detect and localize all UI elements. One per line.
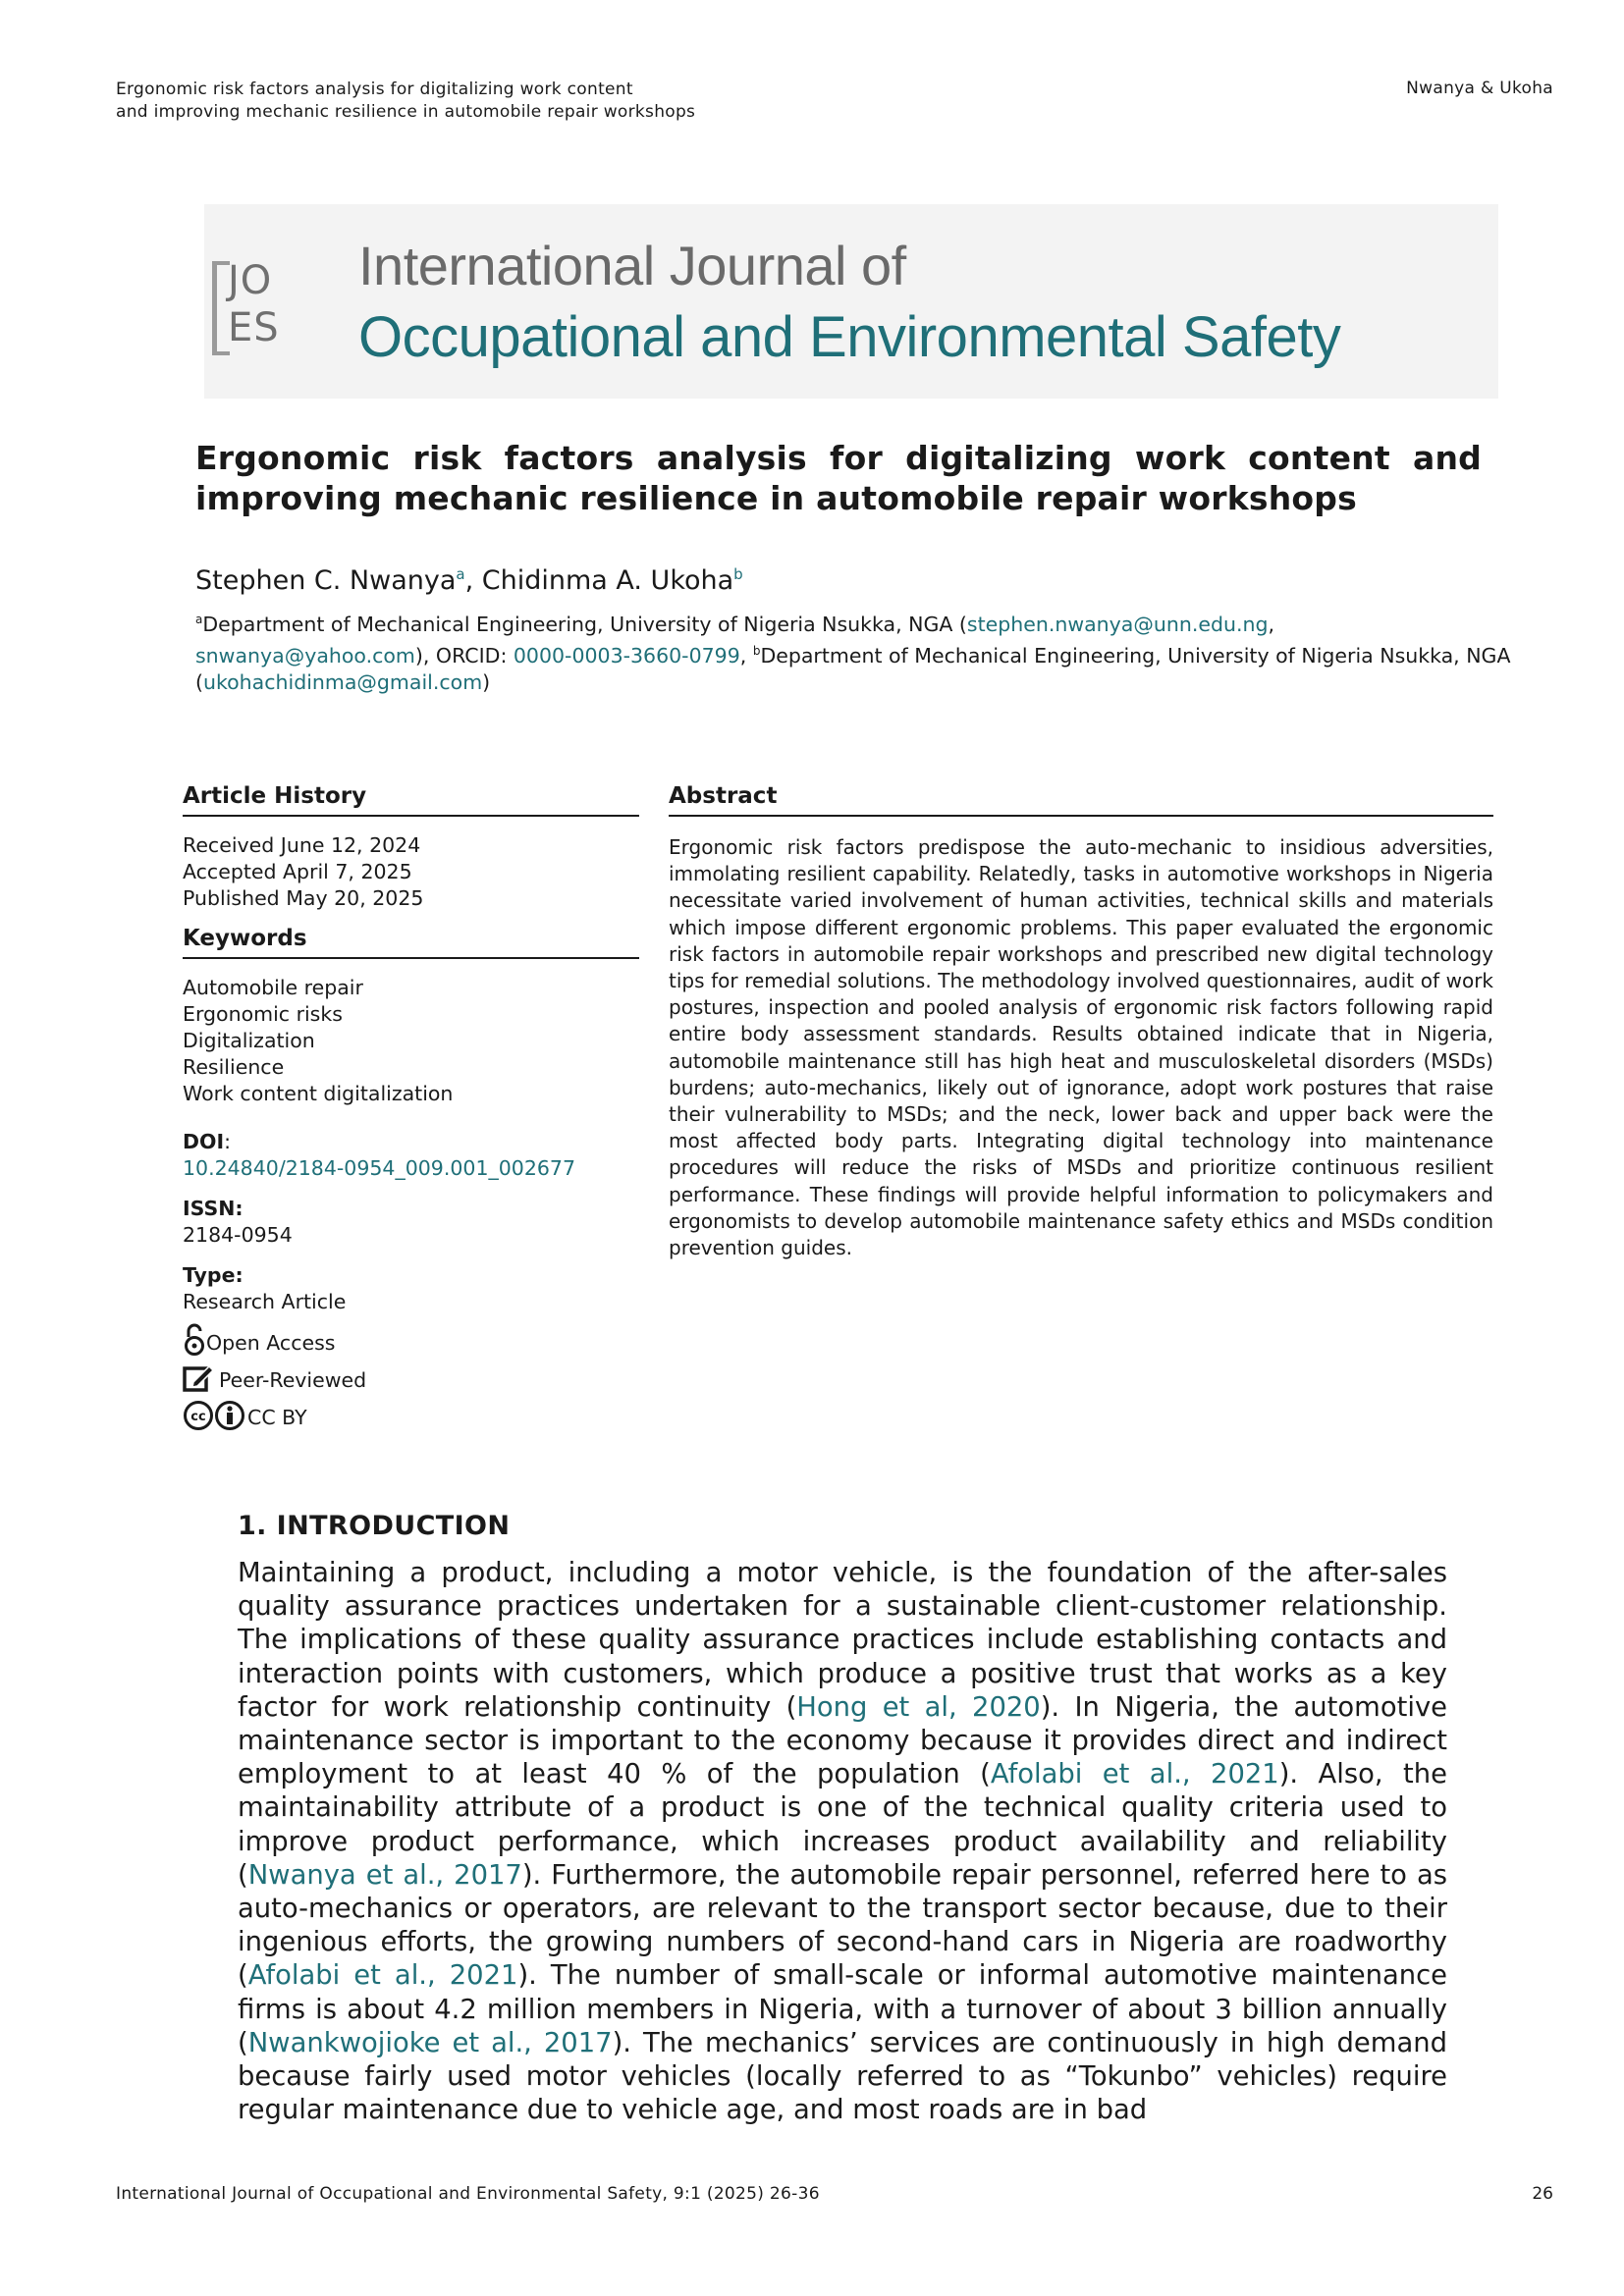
affil-close: ) (482, 669, 491, 694)
email-link[interactable]: stephen.nwanya@unn.edu.ng (966, 612, 1269, 636)
issn-label: ISSN: (183, 1197, 244, 1220)
running-title-line2: and improving mechanic resilience in automobile repair workshops (116, 102, 696, 122)
journal-logo (212, 255, 330, 363)
footer-citation: International Journal of Occupational and Environmental Safety, 9:1 (2025) 26-36 (116, 2184, 820, 2204)
peer-reviewed-label: Peer-Reviewed (219, 1368, 367, 1392)
received-date: Received June 12, 2024 (183, 833, 421, 857)
doi-colon: : (224, 1130, 231, 1153)
badges (183, 1319, 639, 1431)
logo-letters-bottom: ES (228, 305, 280, 350)
orcid-link[interactable]: 0000-0003-3660-0799 (513, 643, 740, 667)
citation-link[interactable]: Afolabi et al., 2021 (247, 1960, 518, 1992)
article-sidebar (183, 783, 639, 1431)
type-label: Type: (183, 1263, 244, 1287)
keywords-heading: Keywords (183, 926, 639, 959)
email-link[interactable]: snwanya@yahoo.com (195, 643, 415, 667)
body-text: ). Furthermore, the automobile repair personnel, referred here to as auto-mechanics or operators, are relevant to the transport sector because, due to their ingenious efforts, the growing numbers of second-hand cars in Nigeria are roadworthy ( (238, 1859, 1448, 1992)
keywords-list (183, 975, 639, 1107)
affiliations (195, 607, 1511, 696)
type-block (183, 1262, 639, 1315)
affil-mark: a (195, 613, 203, 626)
published-date: Published May 20, 2025 (183, 886, 424, 910)
affil-sep: , (1268, 612, 1275, 636)
body-text: ). In Nigeria, the automotive maintenance sector is important to the economy because it provides direct and indirect employment to at least 40 % of the population ( (238, 1691, 1448, 1790)
open-access-label: Open Access (206, 1331, 336, 1355)
citation-link[interactable]: Hong et al, 2020 (796, 1691, 1041, 1723)
abstract-heading: Abstract (669, 783, 1493, 817)
affil-mark: b (752, 643, 761, 658)
author-separator: , (464, 565, 482, 596)
section-heading: 1. INTRODUCTION (238, 1511, 511, 1541)
citation-link[interactable]: Nwanya et al., 2017 (247, 1859, 522, 1891)
author-list (195, 565, 743, 596)
citation-link[interactable]: Afolabi et al., 2021 (990, 1759, 1279, 1790)
edit-square-icon (183, 1362, 216, 1394)
accepted-date: Accepted April 7, 2025 (183, 860, 412, 883)
journal-banner (204, 204, 1498, 399)
keyword: Work content digitalization (183, 1082, 454, 1105)
history-heading: Article History (183, 783, 639, 817)
issn-block (183, 1196, 639, 1249)
journal-name-line2: Occupational and Environmental Safety (358, 305, 1341, 369)
running-title (116, 79, 695, 124)
author-mark: b (733, 565, 743, 583)
license-badge (183, 1394, 639, 1431)
paper-title: Ergonomic risk factors analysis for digitalizing work content and improving mechanic resilience in automobile repair workshops (195, 439, 1482, 517)
svg-text:cc: cc (190, 1410, 206, 1424)
keyword: Digitalization (183, 1029, 315, 1052)
keyword: Resilience (183, 1055, 285, 1079)
email-link[interactable]: ukohachidinma@gmail.com (203, 669, 483, 694)
affil-sep: , (739, 643, 753, 667)
author-name: Stephen C. Nwanya (195, 565, 457, 596)
affil-text: Department of Mechanical Engineering, University of Nigeria Nsukka, NGA ( (202, 612, 967, 636)
author-mark: a (456, 565, 465, 583)
type-value: Research Article (183, 1290, 347, 1313)
open-access-icon (183, 1323, 206, 1357)
abstract-text: Ergonomic risk factors predispose the auto-mechanic to insidious adversities, immolating resilient capability. Relatedly, tasks in automotive workshops in Nigeria necessitate varied involvement of human activities, technical skills and materials which impose different ergonomic problems. This paper evaluated the ergonomic risk factors in automobile repair workshops and prescribed new digital technology tips for remedial solutions. The methodology involved questionnaires, audit of work postures, inspection and pooled analysis of ergonomic risk factors following rapid entire body assessment standards. Results obtained indicate that in Nigeria, automobile maintenance still has high heat and musculoskeletal disorders (MSDs) burdens; auto-mechanics, likely out of ignorance, adopt work postures that raise their vulnerability to MSDs; and the neck, lower back and upper back were the most affected body parts. Integrating digital technology into maintenance procedures will reduce the risks of MSDs and prioritize continuous resilient performance. These findings will provide helpful information to policymakers and ergonomists to develop automobile maintenance safety ethics and MSDs condition prevention guides. (669, 835, 1493, 1260)
journal-name-line1: International Journal of (358, 235, 906, 296)
introduction-paragraph (238, 1557, 1447, 2127)
orcid-label: ), ORCID: (414, 643, 514, 667)
citation-link[interactable]: Nwankwojioke et al., 2017 (247, 2027, 613, 2058)
body-text: ). The mechanics’ services are continuously in high demand because fairly used motor vehicles (locally referred to as “Tokunbo” vehicles) require regular maintenance due to vehicle age, and most roads are in bad (238, 2027, 1447, 2126)
license-label: CC BY (247, 1406, 307, 1429)
keyword: Automobile repair (183, 976, 363, 999)
body-text: ). Also, the maintainability attribute of a product is one of the technical quality criteria used to improve product performance, which increases product availability and reliability ( (238, 1759, 1447, 1891)
cc-by-icon (183, 1400, 247, 1431)
author-name: Chidinma A. Ukoha (481, 565, 734, 596)
body-text: Maintaining a product, including a motor vehicle, is the foundation of the after-sales quality assurance practices undertaken for a sustainable client-customer relationship. The implications of these quality assurance practices include establishing contacts and interaction points with customers, which produce a positive trust that works as a key factor for work relationship continuity ( (238, 1558, 1447, 1723)
keyword: Ergonomic risks (183, 1002, 343, 1026)
history-list (183, 832, 639, 912)
logo-letters-top: JO (228, 258, 273, 303)
doi-block (183, 1129, 639, 1182)
open-access-badge (183, 1319, 639, 1357)
page-number: 26 (1532, 2184, 1553, 2204)
running-title-line1: Ergonomic risk factors analysis for digitalizing work content (116, 80, 633, 99)
running-authors: Nwanya & Ukoha (1406, 79, 1553, 98)
doi-link[interactable]: 10.24840/2184-0954_009.001_002677 (183, 1156, 575, 1180)
issn-value: 2184-0954 (183, 1223, 293, 1247)
peer-reviewed-badge (183, 1357, 639, 1394)
abstract (669, 783, 1493, 1261)
doi-label: DOI (183, 1130, 225, 1153)
body-text: ). The number of small-scale or informal automotive maintenance firms is about 4.2 million members in Nigeria, with a turnover of about 3 billion annually ( (238, 1960, 1447, 2058)
affil-text: Department of Mechanical Engineering, University of Nigeria Nsukka, NGA ( (195, 643, 1511, 694)
